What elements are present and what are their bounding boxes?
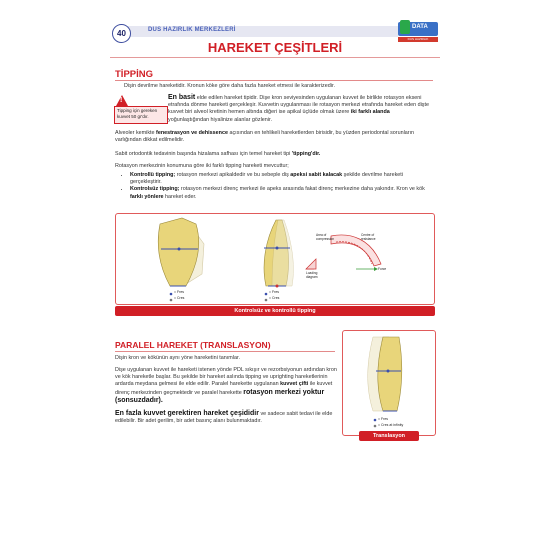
legend-mid xyxy=(265,293,268,302)
paralel-paragraph-3: En fazla kuvvet gerektiren hareket çeşididir ve sadece sabit tedavi ile elde edilebilir. Bir adet gerilim, bir adet basınç alanı bulunmaktadır. xyxy=(115,410,333,425)
label-force: Force xyxy=(378,267,387,271)
legend-left xyxy=(170,293,173,302)
section-divider xyxy=(115,80,433,81)
series-title: DUS HAZIRLIK MERKEZLERİ xyxy=(148,27,236,33)
paralel-paragraph-1: Dişin kron ve kökünün aynı yöne hareketini tanımlar. xyxy=(115,355,240,361)
legend-fres-2: = Fres xyxy=(269,290,280,294)
tipping-paragraph-3: Sabit ortodontik tedavinin başında hizalama safhası için temel hareket tipi 'tipping'dir. xyxy=(115,151,321,157)
translation-illustration xyxy=(343,331,435,435)
legend-fres-3: = Fres xyxy=(378,417,389,421)
publisher-logo: DATA DUS HAZIRLIK MERKEZLERİ xyxy=(398,20,438,42)
tipping-intro: Dişin devrilme hareketidir. Kronun köke göre daha fazla hareket etmesi ile karakterizedir. xyxy=(124,83,335,89)
tipping-paragraph-4: Rotasyon merkezinin konumuna göre iki farklı tipping hareketi mevcuttur; xyxy=(115,163,289,169)
warning-mark: ! xyxy=(120,97,123,104)
tipping-figure xyxy=(115,213,435,305)
tipping-bullets xyxy=(120,172,432,201)
section-heading-tipping: TİPPİNG xyxy=(115,69,154,80)
bullet-controlled: • Kontrollü tipping; rotasyon merkezi apikaldedir ve bu sebeple diş apeksi sabit kalacak şekilde devrilme hareketi gerçekleştirir. xyxy=(130,172,432,186)
section-heading-paralel: PARALEL HAREKET (TRANSLASYON) xyxy=(115,340,271,350)
warning-note: Tipping için gereken kuvvet 50 gr'dır. xyxy=(114,106,168,124)
figure-caption-tipping: Kontrolsüz ve kontrollü tipping xyxy=(115,306,435,316)
section-divider xyxy=(115,351,335,352)
tipping-paragraph-1: En basit elde edilen hareket tipidir. Dişe kron seviyesinden uygulanan kuvvet ile birlikte rotasyon ekseni etrafında dönme hareketi gerçekleşir. Kuvvetin uygulanması ile rotasyon merkezi etrafında hareket eden dişte kuvvet biri alveol kretinin hemen altında diğeri ise apikal üçlüde olmak üzere iki farklı alanda yoğunlaştığından hiyalinize alanlar gözlenir. xyxy=(168,94,429,123)
tooth-controlled xyxy=(264,220,293,288)
page-number: 40 xyxy=(112,24,131,43)
page-title: HAREKET ÇEŞİTLERİ xyxy=(207,40,343,55)
translation-figure xyxy=(342,330,436,436)
label-loading-diagram: Loading diagram xyxy=(306,271,318,279)
label-area-compression: Area of compression xyxy=(316,233,335,241)
bullet-uncontrolled: • Kontrolsüz tipping; rotasyon merkezi direnç merkezi ile apeks arasında fakat direnç merkezine daha yakındır. Kron ve kök farklı yönlere hareket eder. xyxy=(130,186,432,200)
legend-fres-1: = Fres xyxy=(174,290,185,294)
label-centre-resistance: Centre of resistance xyxy=(361,233,376,241)
legend-cres-1: = Cres xyxy=(174,296,185,300)
legend-cres-3: = Cres at infinity xyxy=(378,423,404,427)
legend-cres-2: = Cres xyxy=(269,296,280,300)
tipping-paragraph-2: Alveoler kemikte fenestrasyon ve dehissence açısından en tehlikeli hareketlerden birisidir, bu yüzden periodontal sorunların varlığından dikkat edilmelidir. xyxy=(115,130,415,144)
figure-caption-translation: Translasyon xyxy=(359,431,419,441)
paralel-paragraph-2: Dişe uygulanan kuvvet ile hareketi istenen yönde PDL sıkışır ve rezorbsiyonun ardından kron ve kök hareketle başlar. Bu şekilde bir hareket aslında tipping ve uprighting hareketlerinin ardarda meydana gelmesi ile elde edilir. Paralel harekette uygulanan kuvvet çifti ile kuvvet direnç merkezinden geçmektedir ve paralel harekette rotasyon merkezi yoktur (sonsuzdadır). xyxy=(115,367,337,404)
tooth-uncontrolled xyxy=(158,218,204,286)
title-divider xyxy=(110,57,440,58)
